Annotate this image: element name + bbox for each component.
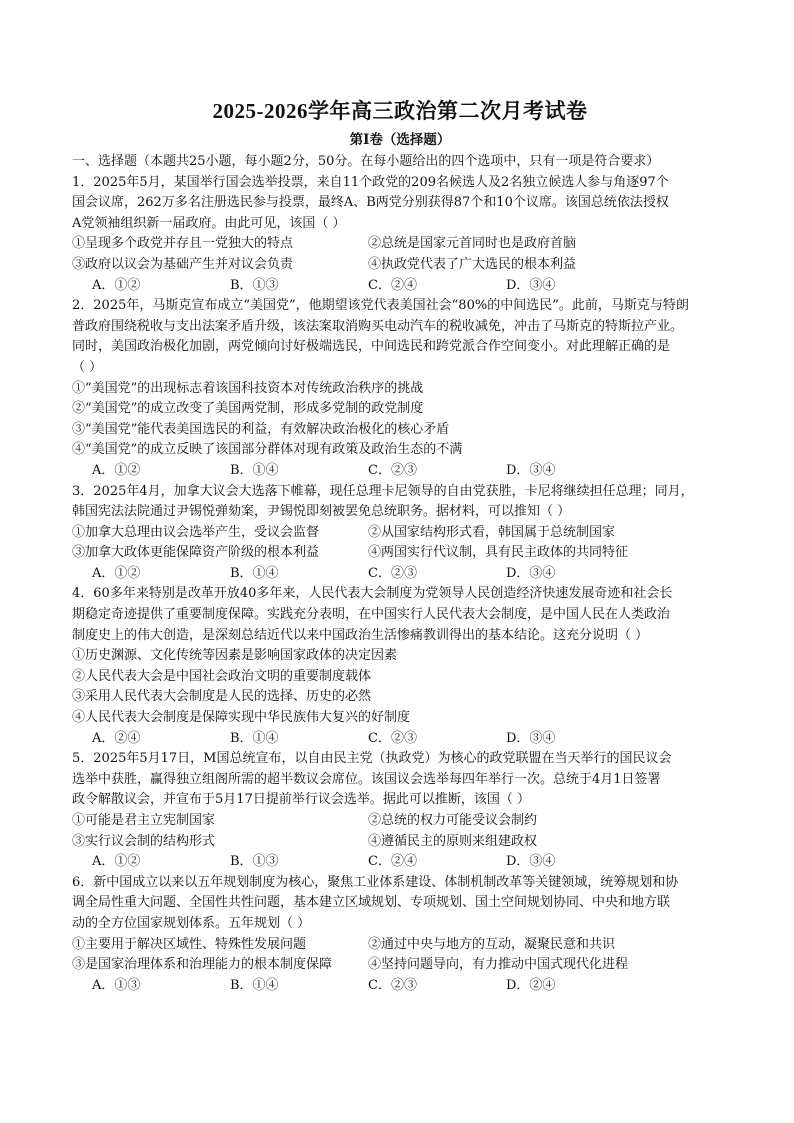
question-stem-line: 6．新中国成立以来以五年规划制度为核心，聚焦工业体系建设、体制机制改革等关键领域，统筹规划和协 (72, 874, 679, 890)
option-statement: ③是国家治理体系和治理能力的根本制度保障 (72, 957, 333, 973)
section-instructions: 一、选择题（本题共25小题，每小题2分，50分。在每小题给出的四个选项中，只有一项是符合要求） (72, 154, 660, 169)
answer-choice[interactable]: C．②④ (368, 854, 417, 870)
option-statement: ②总统是国家元首同时也是政府首脑 (368, 236, 577, 252)
option-row (72, 543, 728, 564)
option-statement: ①历史渊源、文化传统等因素是影响国家政体的决定因素 (72, 648, 398, 664)
answer-choice[interactable]: A．①② (92, 565, 141, 581)
question-6 (72, 873, 728, 997)
answer-choice[interactable]: B．①④ (230, 462, 279, 478)
option-row (72, 955, 728, 976)
option-statement: ①可能是君主立宪制国家 (72, 813, 216, 828)
answer-choice[interactable]: D．③④ (506, 730, 556, 746)
question-3 (72, 482, 728, 585)
option-statement: ②“美国党”的成立改变了美国两党制，形成多党制的政党制度 (72, 401, 424, 417)
option-row (72, 399, 728, 420)
answer-choice[interactable]: D．③④ (506, 277, 556, 293)
answer-choice[interactable]: B．①④ (230, 977, 279, 993)
question-2 (72, 296, 728, 481)
question-stem-line: （ ） (72, 359, 103, 375)
option-statement: ④“美国党”的成立反映了该国部分群体对现有政策及政治生态的不满 (72, 442, 463, 458)
answer-choices (72, 461, 728, 482)
question-stem-line: 国会议席，262万多名注册选民参与投票，最终A、B两党分别获得87个和10个议席。该国总统依法授权 (72, 195, 669, 211)
option-row (72, 832, 728, 853)
answer-choice[interactable]: B．①④ (230, 730, 279, 746)
option-row (72, 811, 728, 832)
question-stem-line: 调全局性重大问题、全国性共性问题，基本建立区域规划、专项规划、国土空间规划协同、中央和地方联 (72, 895, 671, 911)
answer-choices (72, 729, 728, 750)
option-statement: ④遵循民主的原则来组建政权 (368, 833, 538, 849)
question-stem-line: 韩国宪法法院通过尹锡悦弹劾案，尹锡悦即刻被罢免总统职务。据材料，可以推知（ ） (72, 504, 571, 520)
answer-choices (72, 852, 728, 873)
option-row (72, 523, 728, 544)
answer-choice[interactable]: B．①③ (230, 277, 279, 293)
question-stem-line: 同时，美国政治极化加剧，两党倾向讨好极端选民，中间选民和跨党派合作空间变小。对此理解正确的是 (72, 339, 671, 355)
question-stem-line: 选举中获胜，赢得独立组阁所需的超半数议会席位。该国议会选举每四年举行一次。总统于4月1日签署 (72, 771, 661, 787)
question-stem-line: 期稳定奇迹提供了重要制度保障。实践充分表明，在中国实行人民代表大会制度，是中国人民在人类政治 (72, 607, 671, 623)
option-statement: ③加拿大政体更能保障资产阶级的根本利益 (72, 545, 320, 561)
answer-choice[interactable]: A．②④ (92, 730, 141, 746)
option-statement: ③采用人民代表大会制度是人民的选择、历史的必然 (72, 689, 372, 705)
question-stem-line: A党领袖组织新一届政府。由此可见，该国（ ） (72, 215, 346, 231)
option-statement: ①呈现多个政党并存且一党独大的特点 (72, 236, 294, 252)
option-statement: ①主要用于解决区域性、特殊性发展问题 (72, 936, 307, 952)
section-subtitle: 第Ⅰ卷（选择题） (349, 132, 451, 148)
question-stem-line: 4．60多年来特别是改革开放40多年来，人民代表大会制度为党领导人民创造经济快速发展奇迹和社会长 (72, 586, 673, 602)
question-stem-line: 政令解散议会，并宣布于5月17日提前举行议会选举。据此可以推断，该国（ ） (72, 792, 530, 808)
option-statement: ①“美国党”的出现标志着该国科技资本对传统政治秩序的挑战 (72, 380, 424, 396)
option-statement: ③实行议会制的结构形式 (72, 833, 216, 849)
option-statement: ④执政党代表了广大选民的根本利益 (368, 256, 577, 272)
answer-choice[interactable]: B．①③ (230, 854, 279, 870)
option-statement: ④两国实行代议制，具有民主政体的共同特征 (368, 545, 629, 561)
question-1 (72, 173, 728, 297)
answer-choice[interactable]: D．③④ (506, 462, 556, 478)
option-statement: ②人民代表大会是中国社会政治文明的重要制度载体 (72, 668, 372, 684)
option-statement: ①加拿大总理由议会选举产生，受议会监督 (72, 524, 320, 540)
answer-choice[interactable]: A．①② (92, 854, 141, 870)
answer-choice[interactable]: C．②③ (368, 462, 417, 478)
option-row (72, 234, 728, 255)
option-statement: ②从国家结构形式看，韩国属于总统制国家 (368, 524, 616, 540)
answer-choice[interactable]: B．①④ (230, 565, 279, 581)
option-row (72, 379, 728, 400)
answer-choice[interactable]: D．③④ (506, 565, 556, 581)
question-list (72, 173, 728, 997)
option-row (72, 440, 728, 461)
answer-choice[interactable]: A．①② (92, 277, 141, 293)
option-row (72, 646, 728, 667)
answer-choice[interactable]: C．②③ (368, 565, 417, 581)
exam-title: 2025-2026学年高三政治第二次月考试卷 (212, 99, 588, 123)
question-stem-line: 制度史上的伟大创造，是深刻总结近代以来中国政治生活惨痛教训得出的基本结论。这充分说明（ ） (72, 627, 649, 643)
question-stem-line: 2．2025年，马斯克宣布成立“美国党”，他期望该党代表美国社会“80%的中间选民”。此前，马斯克与特朗 (72, 298, 689, 314)
question-stem-line: 1．2025年5月，某国举行国会选举投票，来自11个政党的209名候选人及2名独立候选人参与角逐97个 (72, 174, 669, 190)
question-stem-line: 3．2025年4月，加拿大议会大选落下帷幕，现任总理卡尼领导的自由党获胜，卡尼将继续担任总理；同月， (72, 483, 694, 499)
option-statement: ③“美国党”能代表美国选民的利益，有效解决政治极化的核心矛盾 (72, 421, 450, 437)
question-5 (72, 749, 728, 873)
answer-choice[interactable]: D．③④ (506, 854, 556, 870)
option-row (72, 687, 728, 708)
option-statement: ②通过中央与地方的互动，凝聚民意和共识 (368, 936, 616, 952)
option-statement: ④坚持问题导向，有力推动中国式现代化进程 (368, 957, 629, 973)
question-stem-line: 5．2025年5月17日，M国总统宣布，以自由民主党（执政党）为核心的政党联盟在当天举行的国民议会 (72, 751, 672, 767)
question-4 (72, 584, 728, 749)
option-row (72, 255, 728, 276)
answer-choice[interactable]: C．②③ (368, 977, 417, 993)
answer-choice[interactable]: A．①② (92, 462, 141, 478)
answer-choice[interactable]: A．①③ (92, 977, 141, 993)
answer-choice[interactable]: C．②④ (368, 277, 417, 293)
option-statement: ③政府以议会为基础产生并对议会负责 (72, 256, 294, 272)
answer-choice[interactable]: D．②④ (506, 977, 556, 993)
option-statement: ②总统的权力可能受议会制约 (368, 813, 538, 828)
option-row (72, 935, 728, 956)
question-stem-line: 普政府围绕税收与支出法案矛盾升级，该法案取消购买电动汽车的税收减免，冲击了马斯克的特斯拉产业。 (72, 318, 684, 334)
option-statement: ④人民代表大会制度是保障实现中华民族伟大复兴的好制度 (72, 710, 411, 726)
answer-choices (72, 276, 728, 297)
option-row (72, 708, 728, 729)
answer-choices (72, 564, 728, 585)
option-row (72, 667, 728, 688)
answer-choice[interactable]: C．②③ (368, 730, 417, 746)
question-stem-line: 动的全方位国家规划体系。五年规划（ ） (72, 915, 311, 931)
answer-choices (72, 976, 728, 997)
option-row (72, 420, 728, 441)
